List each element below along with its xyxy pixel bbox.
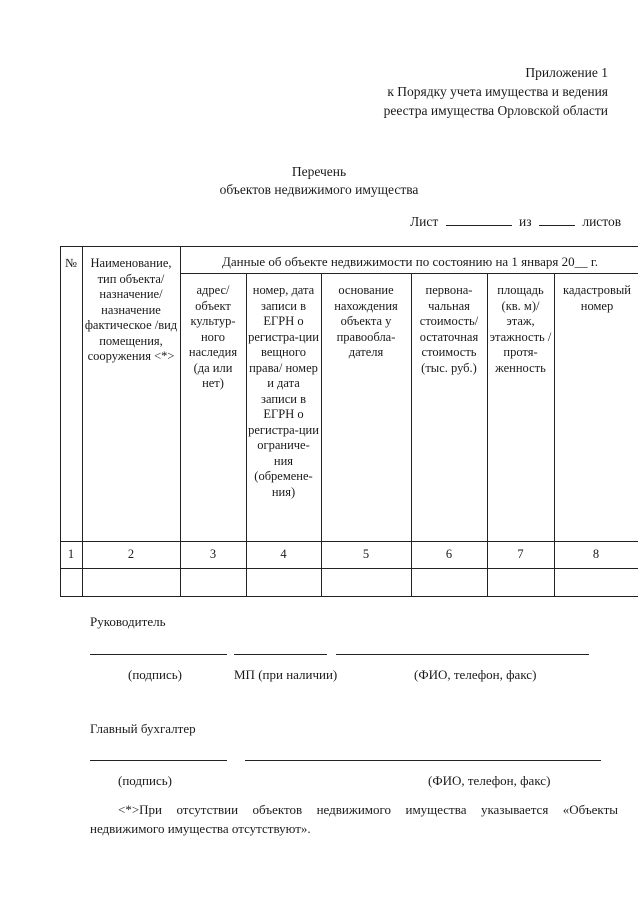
head-signature-line: [90, 654, 227, 655]
header-number: №: [65, 256, 77, 270]
stamp-caption: МП (при наличии): [234, 667, 338, 682]
table-header-bottom: [60, 541, 638, 542]
appendix-line-3: реестра имущества Орловской области: [383, 103, 608, 118]
property-table: [60, 246, 638, 597]
appendix-line-1: Приложение 1: [525, 65, 608, 80]
header-group: Данные об объекте недвижимости по состоянию на 1 января 20__ г.: [222, 254, 598, 269]
sheets-label: листов: [582, 214, 622, 229]
accountant-fio-caption: (ФИО, телефон, факс): [428, 773, 551, 788]
header-basis: основание нахождения объекта у правообла-дателя: [334, 283, 398, 359]
header-registry-record: номер, дата записи в ЕГРН о регистра-ции вещного права/ номер и дата записи в ЕГРН о регистра-ции ограниче-ния (обремене-ния): [248, 283, 319, 499]
title-line-2: объектов недвижимого имущества: [219, 182, 419, 197]
column-number-6: 6: [445, 547, 453, 561]
table-border-top: [60, 246, 638, 247]
column-number-4: 4: [280, 547, 287, 561]
sheet-counter: [410, 213, 621, 230]
appendix-header: [384, 63, 608, 120]
accountant-signature-caption: (подпись): [118, 773, 172, 788]
head-fio-line: [336, 654, 589, 655]
head-title: Руководитель: [90, 614, 166, 629]
header-area: площадь (кв. м)/ этаж, этажность /протя-женность: [489, 283, 552, 375]
header-cadastral: кадастровый номер: [563, 283, 631, 313]
head-stamp-line: [234, 654, 327, 655]
accountant-fio-line: [245, 760, 601, 761]
table-border-bottom: [60, 596, 638, 597]
accountant-title: Главный бухгалтер: [90, 721, 196, 736]
column-number-3: 3: [209, 547, 217, 561]
column-number-2: 2: [127, 547, 135, 561]
table-group-divider: [180, 273, 638, 274]
sheet-of-label: из: [519, 214, 532, 229]
column-number-8: 8: [592, 547, 600, 561]
appendix-line-2: к Порядку учета имущества и ведения: [387, 84, 608, 99]
document-title: [0, 163, 638, 199]
header-cost: первона-чальная стоимость/ остаточная стоимость (тыс. руб.): [419, 283, 479, 375]
header-name: Наименование, тип объекта/ назначение/ назначение фактическое /вид помещения, сооружения <*>: [84, 256, 178, 363]
sheet-label: Лист: [410, 214, 439, 229]
col-divider-1: [82, 246, 83, 597]
header-address: адрес/ объект культур-ного наследия (да или нет): [188, 283, 238, 390]
sheet-total-blank: [539, 213, 575, 226]
head-signature-caption: (подпись): [128, 667, 182, 682]
column-number-5: 5: [362, 547, 370, 561]
column-number-1: 1: [67, 547, 75, 561]
head-fio-caption: (ФИО, телефон, факс): [414, 667, 537, 682]
accountant-signature-line: [90, 760, 227, 761]
col-divider-2: [180, 246, 181, 597]
table-numbers-bottom: [60, 568, 638, 569]
footnote: <*>При отсутствии объектов недвижимого имущества указывается «Объекты недвижимого имущества отсутствуют».: [90, 802, 618, 836]
table-border-left: [60, 246, 61, 597]
sheet-number-blank: [446, 213, 512, 226]
column-number-7: 7: [517, 547, 524, 561]
title-line-1: Перечень: [291, 164, 347, 179]
